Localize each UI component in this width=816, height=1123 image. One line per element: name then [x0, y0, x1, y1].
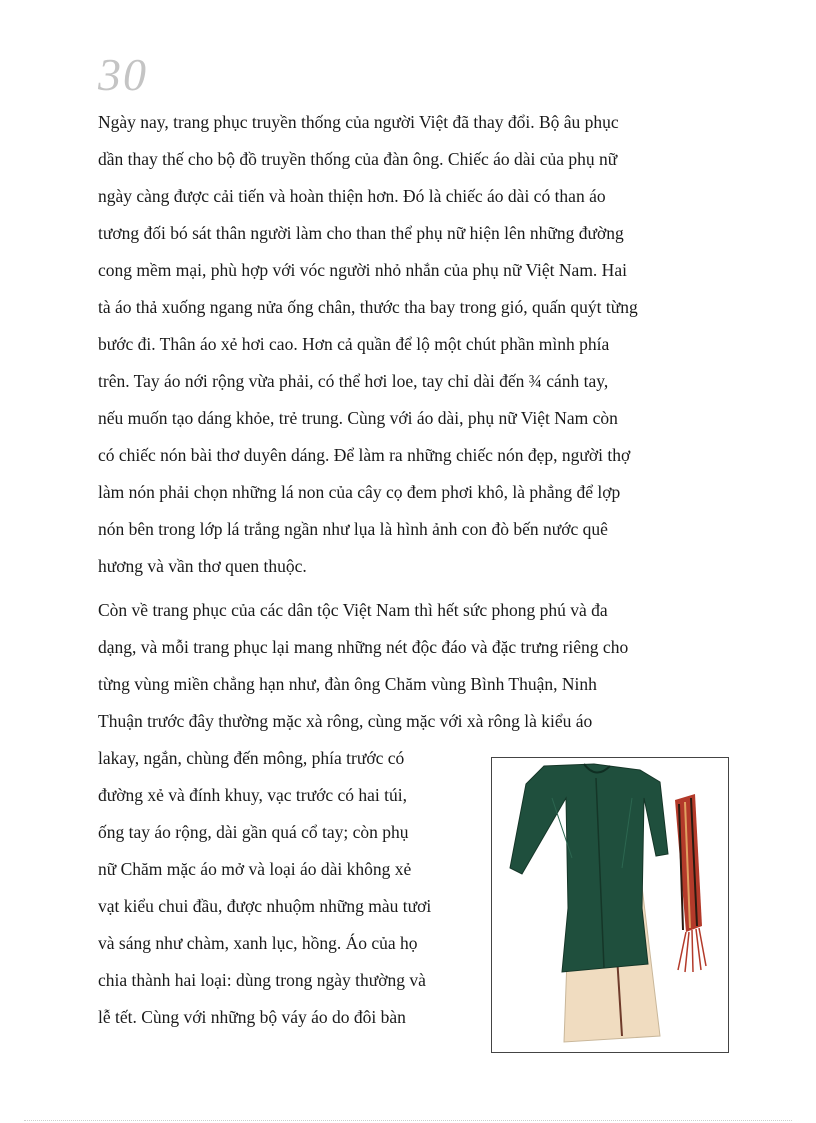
- text-line: từng vùng miền chẳng hạn như, đàn ông Chăm vùng Bình Thuận, Ninh: [98, 674, 597, 694]
- scarf-icon: [675, 794, 706, 972]
- text-line: lễ tết. Cùng với những bộ váy áo do đôi bàn: [98, 1007, 406, 1027]
- text-line: dần thay thế cho bộ đồ truyền thống của đàn ông. Chiếc áo dài của phụ nữ: [98, 149, 618, 169]
- text-line: có chiếc nón bài thơ duyên dáng. Để làm ra những chiếc nón đẹp, người thợ: [98, 445, 631, 465]
- text-line: Thuận trước đây thường mặc xà rông, cùng mặc với xà rông là kiểu áo: [98, 711, 593, 731]
- text-line: nếu muốn tạo dáng khỏe, trẻ trung. Cùng với áo dài, phụ nữ Việt Nam còn: [98, 408, 618, 428]
- text-line: dạng, và mỗi trang phục lại mang những nét độc đáo và đặc trưng riêng cho: [98, 637, 629, 657]
- page-number: 30: [98, 49, 148, 100]
- cham-costume-figure: [491, 757, 729, 1053]
- text-line: ngày càng được cải tiến và hoàn thiện hơn. Đó là chiếc áo dài có than áo: [98, 186, 606, 206]
- text-line: tương đối bó sát thân người làm cho than thể phụ nữ hiện lên những đường: [98, 223, 624, 243]
- text-line: bước đi. Thân áo xẻ hơi cao. Hơn cả quần để lộ một chút phần mình phía: [98, 334, 610, 354]
- text-line: Ngày nay, trang phục truyền thống của người Việt đã thay đổi. Bộ âu phục: [98, 112, 619, 132]
- text-line: hương và vần thơ quen thuộc.: [98, 556, 307, 576]
- text-line: trên. Tay áo nới rộng vừa phải, có thể hơi loe, tay chỉ dài đến ¾ cánh tay,: [98, 371, 609, 391]
- text-line: tà áo thả xuống ngang nửa ống chân, thước tha bay trong gió, quấn quýt từng: [98, 297, 638, 317]
- text-line: và sáng như chàm, xanh lục, hồng. Áo của họ: [98, 933, 418, 953]
- cham-costume-photo-icon: [492, 758, 728, 1052]
- text-line: lakay, ngắn, chùng đến mông, phía trước có: [98, 748, 405, 768]
- footer-divider: [24, 1120, 792, 1121]
- ao-dai-dress-icon: [510, 764, 668, 972]
- text-line: vạt kiểu chui đầu, được nhuộm những màu tươi: [98, 896, 432, 916]
- paragraph-ethnic-costumes: [98, 592, 628, 740]
- text-line: đường xẻ và đính khuy, vạc trước có hai túi,: [98, 785, 407, 805]
- text-line: nữ Chăm mặc áo mở và loại áo dài không xẻ: [98, 859, 412, 879]
- paragraph-ao-dai: [98, 104, 638, 585]
- text-line: cong mềm mại, phù hợp với vóc người nhỏ nhắn của phụ nữ Việt Nam. Hai: [98, 260, 627, 280]
- text-line: ống tay áo rộng, dài gần quá cổ tay; còn phụ: [98, 822, 409, 842]
- text-line: làm nón phải chọn những lá non của cây cọ đem phơi khô, là phẳng để lợp: [98, 482, 621, 502]
- text-line: chia thành hai loại: dùng trong ngày thường và: [98, 970, 426, 990]
- paragraph-cham-costume: [98, 740, 431, 1036]
- text-line: nón bên trong lớp lá trắng ngần như lụa là hình ảnh con đò bến nước quê: [98, 519, 608, 539]
- text-line: Còn về trang phục của các dân tộc Việt Nam thì hết sức phong phú và đa: [98, 600, 608, 620]
